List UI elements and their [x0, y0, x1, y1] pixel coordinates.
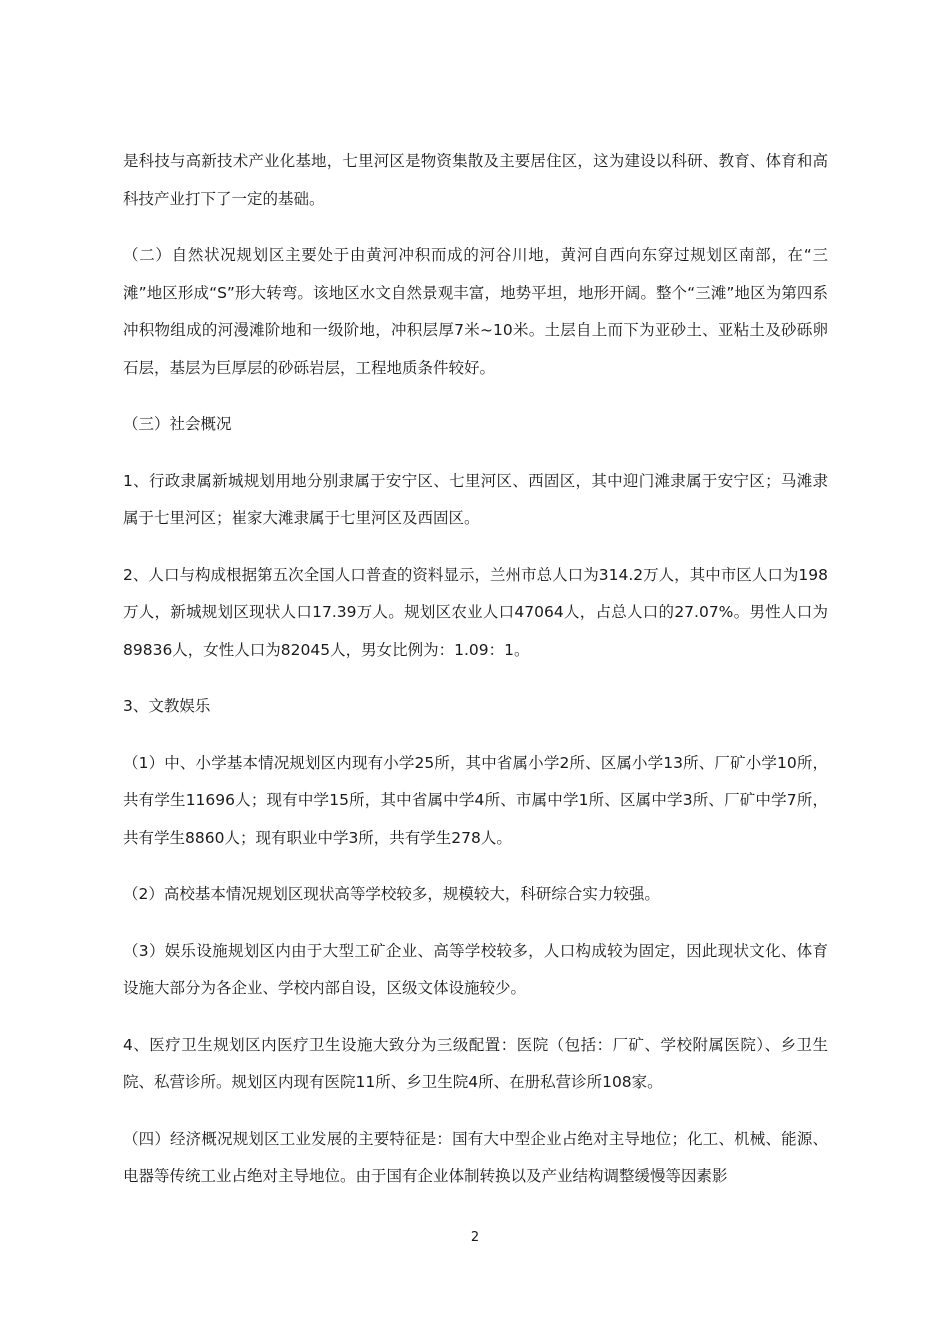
- paragraph-natural-conditions: （二）自然状况规划区主要处于由黄河冲积而成的河谷川地，黄河自西向东穿过规划区南部，在“三滩”地区形成“S”形大转弯。该地区水文自然景观丰富，地势平坦，地形开阔。整个“三滩”地区为第四系冲积物组成的河漫滩阶地和一级阶地，冲积层厚7米~10米。土层自上而下为亚砂土、亚粘土及砂砾卵石层，基层为巨厚层的砂砾岩层，工程地质条件较好。: [123, 246, 828, 377]
- paragraph-entertainment: （3）娱乐设施规划区内由于大型工矿企业、高等学校较多，人口构成较为固定，因此现状文化、体育设施大部分为各企业、学校内部自设，区级文体设施较少。: [123, 941, 828, 997]
- paragraph-administration: 1、行政隶属新城规划用地分别隶属于安宁区、七里河区、西固区，其中迎门滩隶属于安宁区；马滩隶属于七里河区；崔家大滩隶属于七里河区及西固区。: [123, 471, 828, 527]
- paragraph-universities: （2）高校基本情况规划区现状高等学校较多，规模较大，科研综合实力较强。: [123, 885, 660, 903]
- paragraph-economy: （四）经济概况规划区工业发展的主要特征是：国有大中型企业占绝对主导地位；化工、机械、能源、电器等传统工业占绝对主导地位。由于国有企业体制转换以及产业结构调整缓慢等因素影: [123, 1129, 828, 1185]
- heading-culture-education: 3、文教娱乐: [123, 697, 211, 715]
- heading-social-overview: （三）社会概况: [123, 415, 232, 433]
- paragraph-healthcare: 4、医疗卫生规划区内医疗卫生设施大致分为三级配置：医院（包括：厂矿、学校附属医院）、乡卫生院、私营诊所。规划区内现有医院11所、乡卫生院4所、在册私营诊所108家。: [123, 1035, 828, 1091]
- paragraph-population: 2、人口与构成根据第五次全国人口普查的资料显示，兰州市总人口为314.2万人，其中市区人口为198万人，新城规划区现状人口17.39万人。规划区农业人口47064人，占总人口的27.07%。男性人口为89836人，女性人口为82045人，男女比例为：1.09：1。: [123, 565, 828, 659]
- paragraph-intro-continued: 是科技与高新技术产业化基地，七里河区是物资集散及主要居住区，这为建设以科研、教育、体育和高科技产业打下了一定的基础。: [123, 152, 828, 208]
- paragraph-schools: （1）中、小学基本情况规划区内现有小学25所，其中省属小学2所、区属小学13所、厂矿小学10所，共有学生11696人；现有中学15所，其中省属中学4所、市属中学1所、区属中学3所、厂矿中学7所，共有学生8860人；现有职业中学3所，共有学生278人。: [123, 753, 828, 847]
- body-text: [123, 143, 828, 1215]
- page-number: 2: [470, 1230, 480, 1245]
